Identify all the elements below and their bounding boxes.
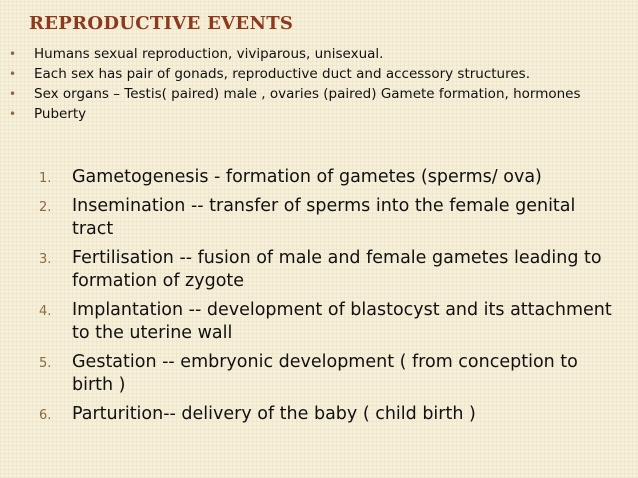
bullet-icon: • [9,107,17,121]
numbered-list [0,166,638,431]
bullet-item [0,44,638,64]
item-number: 3. [39,251,52,267]
bullet-icon: • [9,87,17,101]
bullet-text: Puberty [34,106,87,122]
numbered-item [0,351,638,398]
item-number: 1. [39,171,52,186]
numbered-item [0,247,638,294]
bullet-list [0,44,638,124]
item-number: 4. [39,303,52,319]
bullet-text: Humans sexual reproduction, viviparous, unisexual. [34,46,384,62]
item-text: Gametogenesis - formation of gametes (sperms/ ova) [72,167,542,187]
bullet-text: Sex organs – Testis( paired) male , ovaries (paired) Gamete formation, hormones [34,86,581,102]
numbered-item [0,166,638,190]
item-text: Insemination -- transfer of sperms into the female genital tract [72,195,576,239]
numbered-item [0,195,638,242]
item-text: Implantation -- development of blastocyst and its attachment to the uterine wall [72,299,612,343]
bullet-item [0,84,638,104]
bullet-text: Each sex has pair of gonads, reproductive duct and accessory structures. [34,66,530,82]
item-text: Fertilisation -- fusion of male and female gametes leading to formation of zygote [72,247,602,291]
bullet-icon: • [9,47,17,61]
numbered-item [0,403,638,427]
numbered-item [0,299,638,346]
bullet-item [0,104,638,124]
bullet-item [0,64,638,84]
item-text: Parturition-- delivery of the baby ( child birth ) [72,403,476,424]
slide-title: REPRODUCTIVE EVENTS [29,13,294,34]
item-text: Gestation -- embryonic development ( from conception to birth ) [72,351,578,395]
item-number: 6. [39,407,52,423]
bullet-icon: • [9,67,17,81]
item-number: 2. [39,199,52,215]
item-number: 5. [39,355,52,371]
